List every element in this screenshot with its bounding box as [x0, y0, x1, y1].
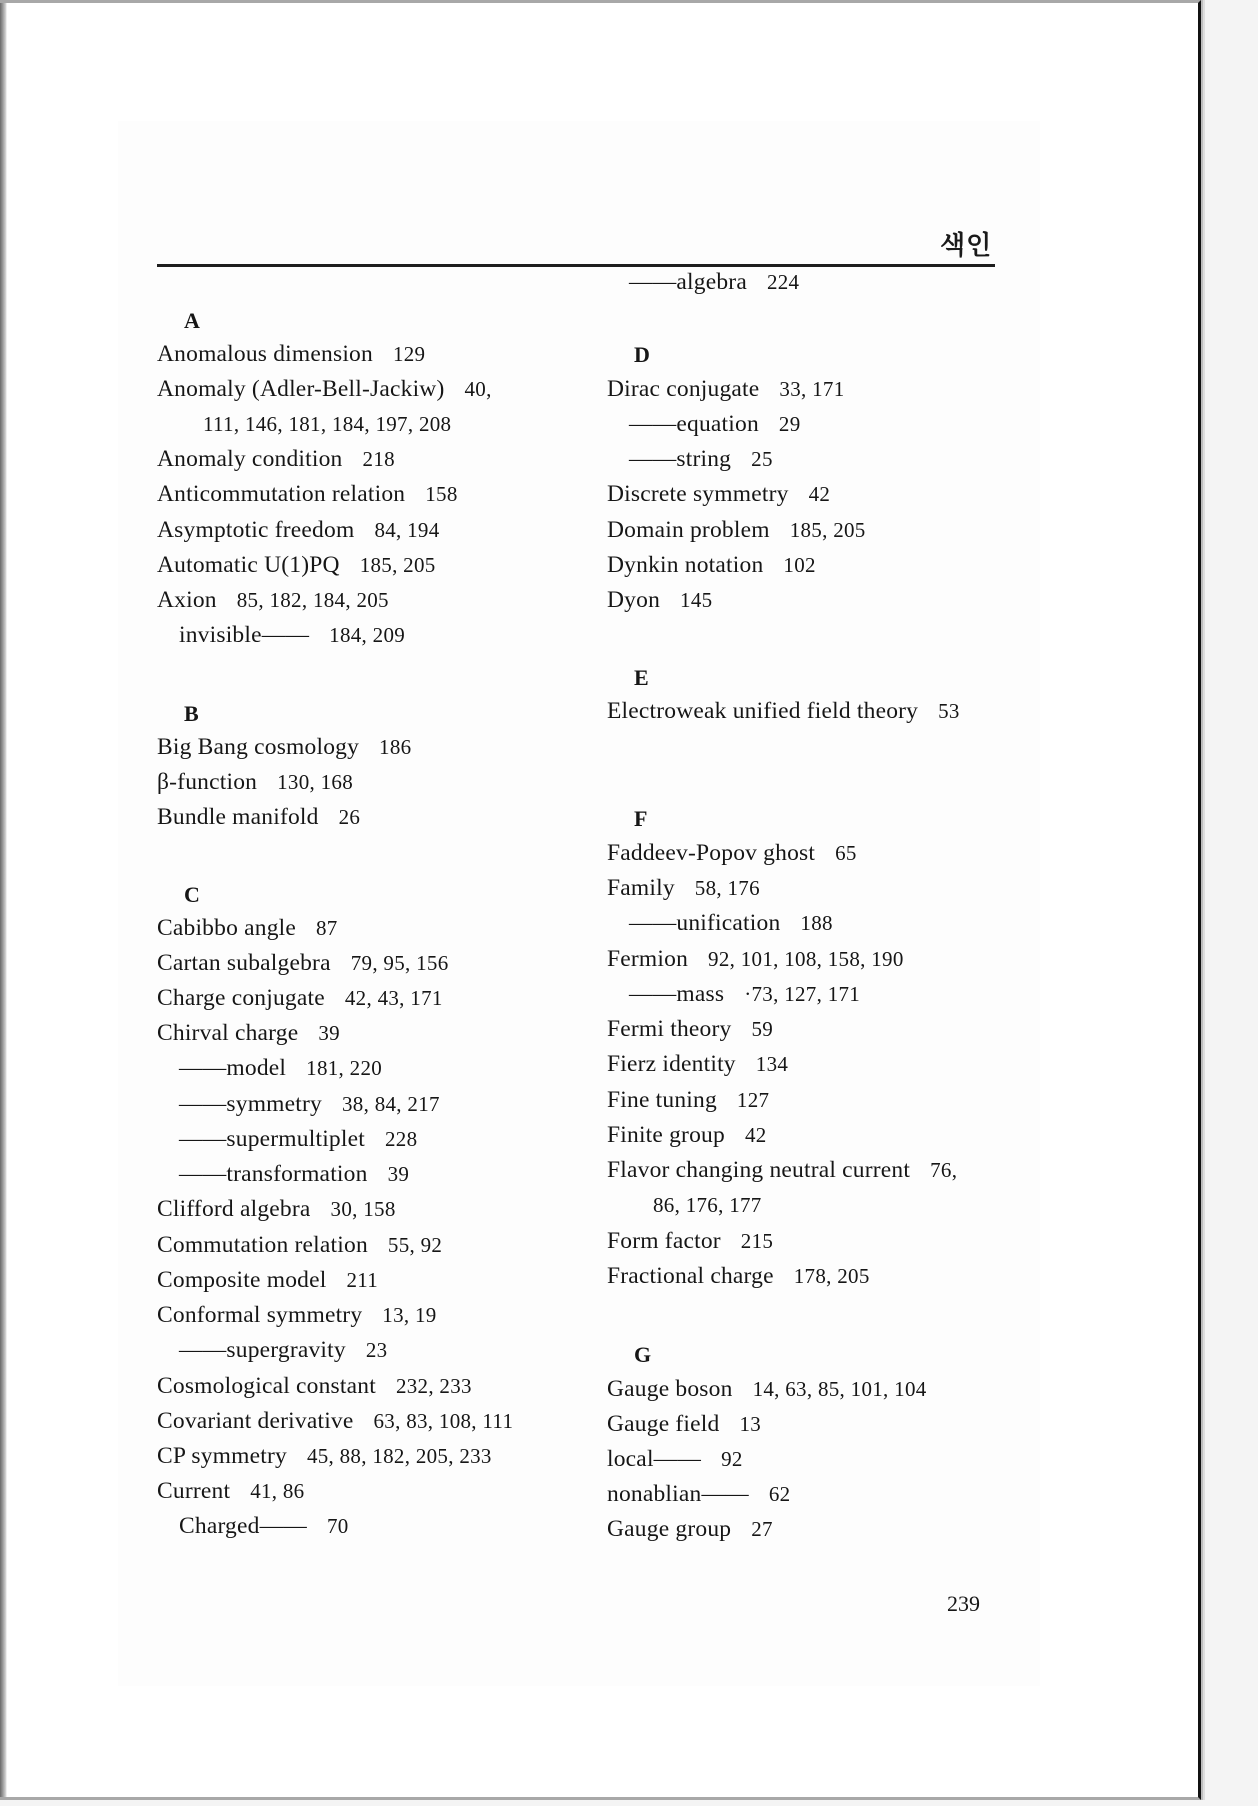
index-term: Family: [607, 875, 675, 901]
page-references: 185, 205: [789, 518, 866, 542]
page-references: 38, 84, 217: [342, 1092, 440, 1116]
page-references: 102: [783, 553, 816, 577]
index-term: Flavor changing neutral current: [607, 1157, 911, 1183]
index-entry: [157, 479, 458, 509]
index-term: Gauge boson: [607, 1376, 733, 1402]
index-entry: [607, 515, 866, 545]
index-term: Conformal symmetry: [157, 1302, 363, 1328]
index-entry: [157, 1406, 513, 1436]
page-references: 27: [751, 1517, 773, 1541]
page-references: 45, 88, 182, 205, 233: [306, 1444, 492, 1468]
page-references: 62: [768, 1482, 791, 1506]
page-references: 13, 19: [382, 1303, 437, 1327]
page-references: 40,: [464, 377, 492, 401]
index-entry: [607, 1409, 761, 1439]
index-subentry: [607, 908, 833, 938]
page-references: 158: [425, 482, 458, 506]
index-entry: [607, 479, 830, 509]
index-continuation: [157, 409, 451, 439]
index-entry: [157, 585, 389, 615]
index-entry: [157, 339, 425, 369]
index-term: Big Bang cosmology: [157, 734, 360, 760]
index-entry: [157, 1230, 442, 1260]
page-references: 87: [316, 916, 338, 940]
index-term: local——: [607, 1446, 702, 1472]
index-entry: [607, 1014, 773, 1044]
index-term: Discrete symmetry: [607, 481, 789, 507]
page-references: 186: [379, 735, 412, 759]
page-references: 111, 146, 181, 184, 197, 208: [203, 412, 452, 436]
page-references: 42: [744, 1123, 767, 1147]
index-term: Current: [157, 1478, 231, 1504]
index-entry: [607, 1261, 870, 1291]
index-entry: [607, 550, 816, 580]
index-entry: [607, 1479, 790, 1509]
index-term: Automatic U(1)PQ: [157, 552, 340, 578]
running-header-title: 색인: [940, 231, 993, 261]
index-entry: [607, 1226, 773, 1256]
page-references: 127: [736, 1088, 770, 1112]
index-term: Covariant derivative: [157, 1408, 354, 1434]
index-term: nonablian——: [607, 1481, 749, 1507]
index-term: Finite group: [607, 1122, 725, 1148]
index-term: Electroweak unified field theory: [607, 698, 919, 724]
index-term: Fierz identity: [607, 1051, 736, 1077]
index-entry: [607, 696, 960, 726]
page-references: 65: [835, 841, 857, 865]
index-term: Charge conjugate: [157, 985, 325, 1011]
index-term: Anomaly condition: [157, 446, 343, 472]
page-references: 33, 171: [779, 377, 845, 401]
index-term: Asymptotic freedom: [157, 517, 355, 543]
page-references: 232, 233: [395, 1374, 472, 1398]
index-term: Fine tuning: [607, 1087, 717, 1113]
index-term: Gauge field: [607, 1411, 720, 1437]
page-references: 92: [721, 1447, 743, 1471]
index-term: Clifford algebra: [157, 1196, 311, 1222]
index-entry: [157, 515, 440, 545]
index-entry: [607, 1155, 957, 1185]
index-entry: [157, 1300, 437, 1330]
index-term: ——supermultiplet: [179, 1126, 365, 1152]
index-entry: [607, 585, 712, 615]
index-term: ——mass: [629, 981, 725, 1007]
index-term: Anticommutation relation: [157, 481, 406, 507]
page-references: 92, 101, 108, 158, 190: [708, 947, 904, 971]
index-entry: [157, 1018, 340, 1048]
index-entry: [607, 1049, 788, 1079]
index-continuation: [607, 1190, 762, 1220]
index-term: Dirac conjugate: [607, 376, 760, 402]
page-references: 14, 63, 85, 101, 104: [752, 1377, 927, 1401]
page-references: 63, 83, 108, 111: [373, 1409, 514, 1433]
index-entry: [607, 1374, 927, 1404]
page-references: 85, 182, 184, 205: [236, 588, 389, 612]
index-entry: [607, 1120, 767, 1150]
index-term: Dynkin notation: [607, 552, 764, 578]
index-entry: [157, 444, 395, 474]
page-references: 42, 43, 171: [344, 986, 443, 1010]
index-entry: [607, 374, 845, 404]
index-term: ——model: [179, 1055, 287, 1081]
index-term: Commutation relation: [157, 1232, 368, 1258]
index-entry: [157, 1265, 378, 1295]
index-entry: [157, 948, 449, 978]
index-term: Cabibbo angle: [157, 915, 296, 941]
section-letter: D: [634, 342, 650, 367]
page-references: 58, 176: [694, 876, 760, 900]
index-entry: [607, 838, 857, 868]
index-entry: [607, 944, 904, 974]
page-references: 41, 86: [250, 1479, 305, 1503]
index-term: Anomaly (Adler-Bell-Jackiw): [157, 376, 445, 402]
index-term: Cosmological constant: [157, 1373, 376, 1399]
index-term: ——unification: [629, 910, 781, 936]
index-entry: [157, 802, 360, 832]
index-entry: [607, 873, 760, 903]
index-term: Cartan subalgebra: [157, 950, 331, 976]
page-references: 39: [318, 1021, 340, 1045]
index-term: Faddeev-Popov ghost: [607, 840, 816, 866]
index-subentry: [157, 1335, 387, 1365]
page-references: 178, 205: [793, 1264, 870, 1288]
page-references: 25: [751, 447, 773, 471]
page-references: 23: [365, 1338, 388, 1362]
page-references: 13: [739, 1412, 762, 1436]
page-references: 211: [346, 1268, 379, 1292]
page-references: 184, 209: [329, 623, 406, 647]
index-term: ——supergravity: [179, 1337, 346, 1363]
page-references: ·73, 127, 171: [744, 982, 861, 1006]
index-term: Fractional charge: [607, 1263, 774, 1289]
index-entry: [157, 1476, 305, 1506]
index-subentry: [157, 1089, 440, 1119]
index-subentry: [607, 267, 799, 297]
page-references: 84, 194: [374, 518, 440, 542]
header-rule: [157, 264, 995, 267]
page-references: 59: [751, 1017, 774, 1041]
index-term: Composite model: [157, 1267, 327, 1293]
index-term: Chirval charge: [157, 1020, 299, 1046]
index-term: CP symmetry: [157, 1443, 287, 1469]
index-term: ——equation: [629, 411, 759, 437]
index-term: Domain problem: [607, 517, 770, 543]
index-entry: [157, 913, 338, 943]
page-references: 228: [384, 1127, 418, 1151]
index-subentry: [157, 1124, 417, 1154]
index-entry: [157, 1371, 472, 1401]
page-references: 218: [362, 447, 395, 471]
index-term: Anomalous dimension: [157, 341, 373, 367]
index-term: Bundle manifold: [157, 804, 319, 830]
page-references: 55, 92: [387, 1233, 443, 1257]
section-letter: C: [184, 882, 200, 907]
page-references: 224: [766, 270, 800, 294]
section-letter: F: [634, 806, 648, 831]
index-term: ——string: [629, 446, 732, 472]
page-references: 30, 158: [330, 1197, 396, 1221]
index-subentry: [607, 444, 773, 474]
page-references: 53: [938, 699, 960, 723]
index-entry: [157, 983, 443, 1013]
index-subentry: [607, 979, 860, 1009]
index-entry: [157, 374, 492, 404]
index-term: Dyon: [607, 587, 661, 613]
page-references: 185, 205: [359, 553, 436, 577]
index-subentry: [157, 620, 405, 650]
index-entry: [157, 550, 436, 580]
index-entry: [157, 767, 353, 797]
index-entry: [157, 732, 411, 762]
page-references: 29: [778, 412, 801, 436]
section-letter: G: [634, 1342, 652, 1367]
page-references: 39: [387, 1162, 410, 1186]
page-references: 130, 168: [277, 770, 354, 794]
index-term: Axion: [157, 587, 217, 613]
section-letter: E: [634, 665, 649, 690]
index-subentry: [157, 1159, 409, 1189]
index-entry: [157, 1194, 396, 1224]
index-term: Gauge group: [607, 1516, 732, 1542]
section-letter: B: [184, 701, 199, 726]
index-entry: [607, 1444, 743, 1474]
index-term: invisible——: [179, 622, 310, 648]
page-number: 239: [947, 1591, 980, 1616]
page-references: 76,: [930, 1158, 958, 1182]
index-term: Fermi theory: [607, 1016, 732, 1042]
page-references: 129: [392, 342, 426, 366]
page-references: 42: [808, 482, 831, 506]
index-subentry: [607, 409, 801, 439]
index-term: β-function: [157, 769, 258, 795]
page-references: 26: [338, 805, 361, 829]
index-term: Fermion: [607, 946, 689, 972]
index-term: Charged——: [179, 1513, 307, 1539]
page-references: 181, 220: [306, 1056, 383, 1080]
section-letter: A: [184, 308, 200, 333]
index-entry: [157, 1441, 492, 1471]
index-term: ——algebra: [629, 269, 747, 295]
page-references: 215: [740, 1229, 774, 1253]
index-term: Form factor: [607, 1228, 721, 1254]
index-term: ——symmetry: [179, 1091, 322, 1117]
index-subentry: [157, 1053, 382, 1083]
index-entry: [607, 1514, 773, 1544]
page-references: 145: [680, 588, 713, 612]
index-term: ——transformation: [179, 1161, 368, 1187]
index-subentry: [157, 1511, 349, 1541]
page-references: 134: [755, 1052, 789, 1076]
page-references: 70: [327, 1514, 349, 1538]
page-references: 188: [800, 911, 833, 935]
index-entry: [607, 1085, 769, 1115]
page-references: 86, 176, 177: [653, 1193, 762, 1217]
page-references: 79, 95, 156: [350, 951, 449, 975]
